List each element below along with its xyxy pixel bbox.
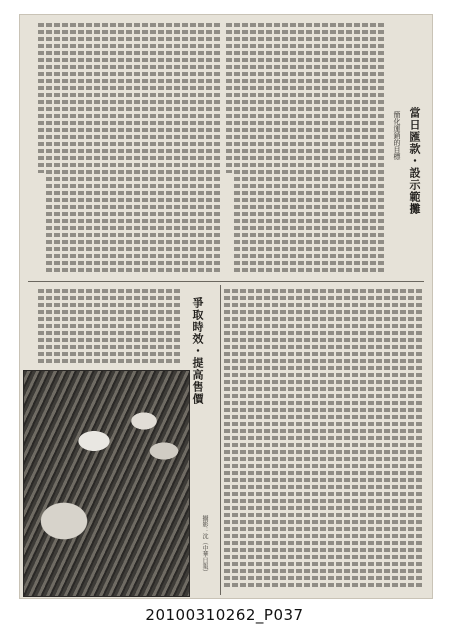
photo-credit: 攝影：沈（中華日報） [201,515,208,575]
divider-vertical [220,285,221,595]
text-block-top-left [30,23,220,273]
archive-id-caption: 20100310262_P037 [145,606,304,624]
headline-mid: 爭取時效・提高售價 [191,297,204,405]
text-block-top-right [226,23,384,273]
subhead-right: 簡化運銷的目標 [393,111,401,160]
text-block-mid-left [30,289,180,363]
headline-right: 當日匯款・設示範攤 [408,107,421,215]
document-page [19,14,433,599]
divider-horizontal [28,281,424,282]
photo-cabbage-field [23,370,190,597]
text-block-lower-right [217,289,422,589]
